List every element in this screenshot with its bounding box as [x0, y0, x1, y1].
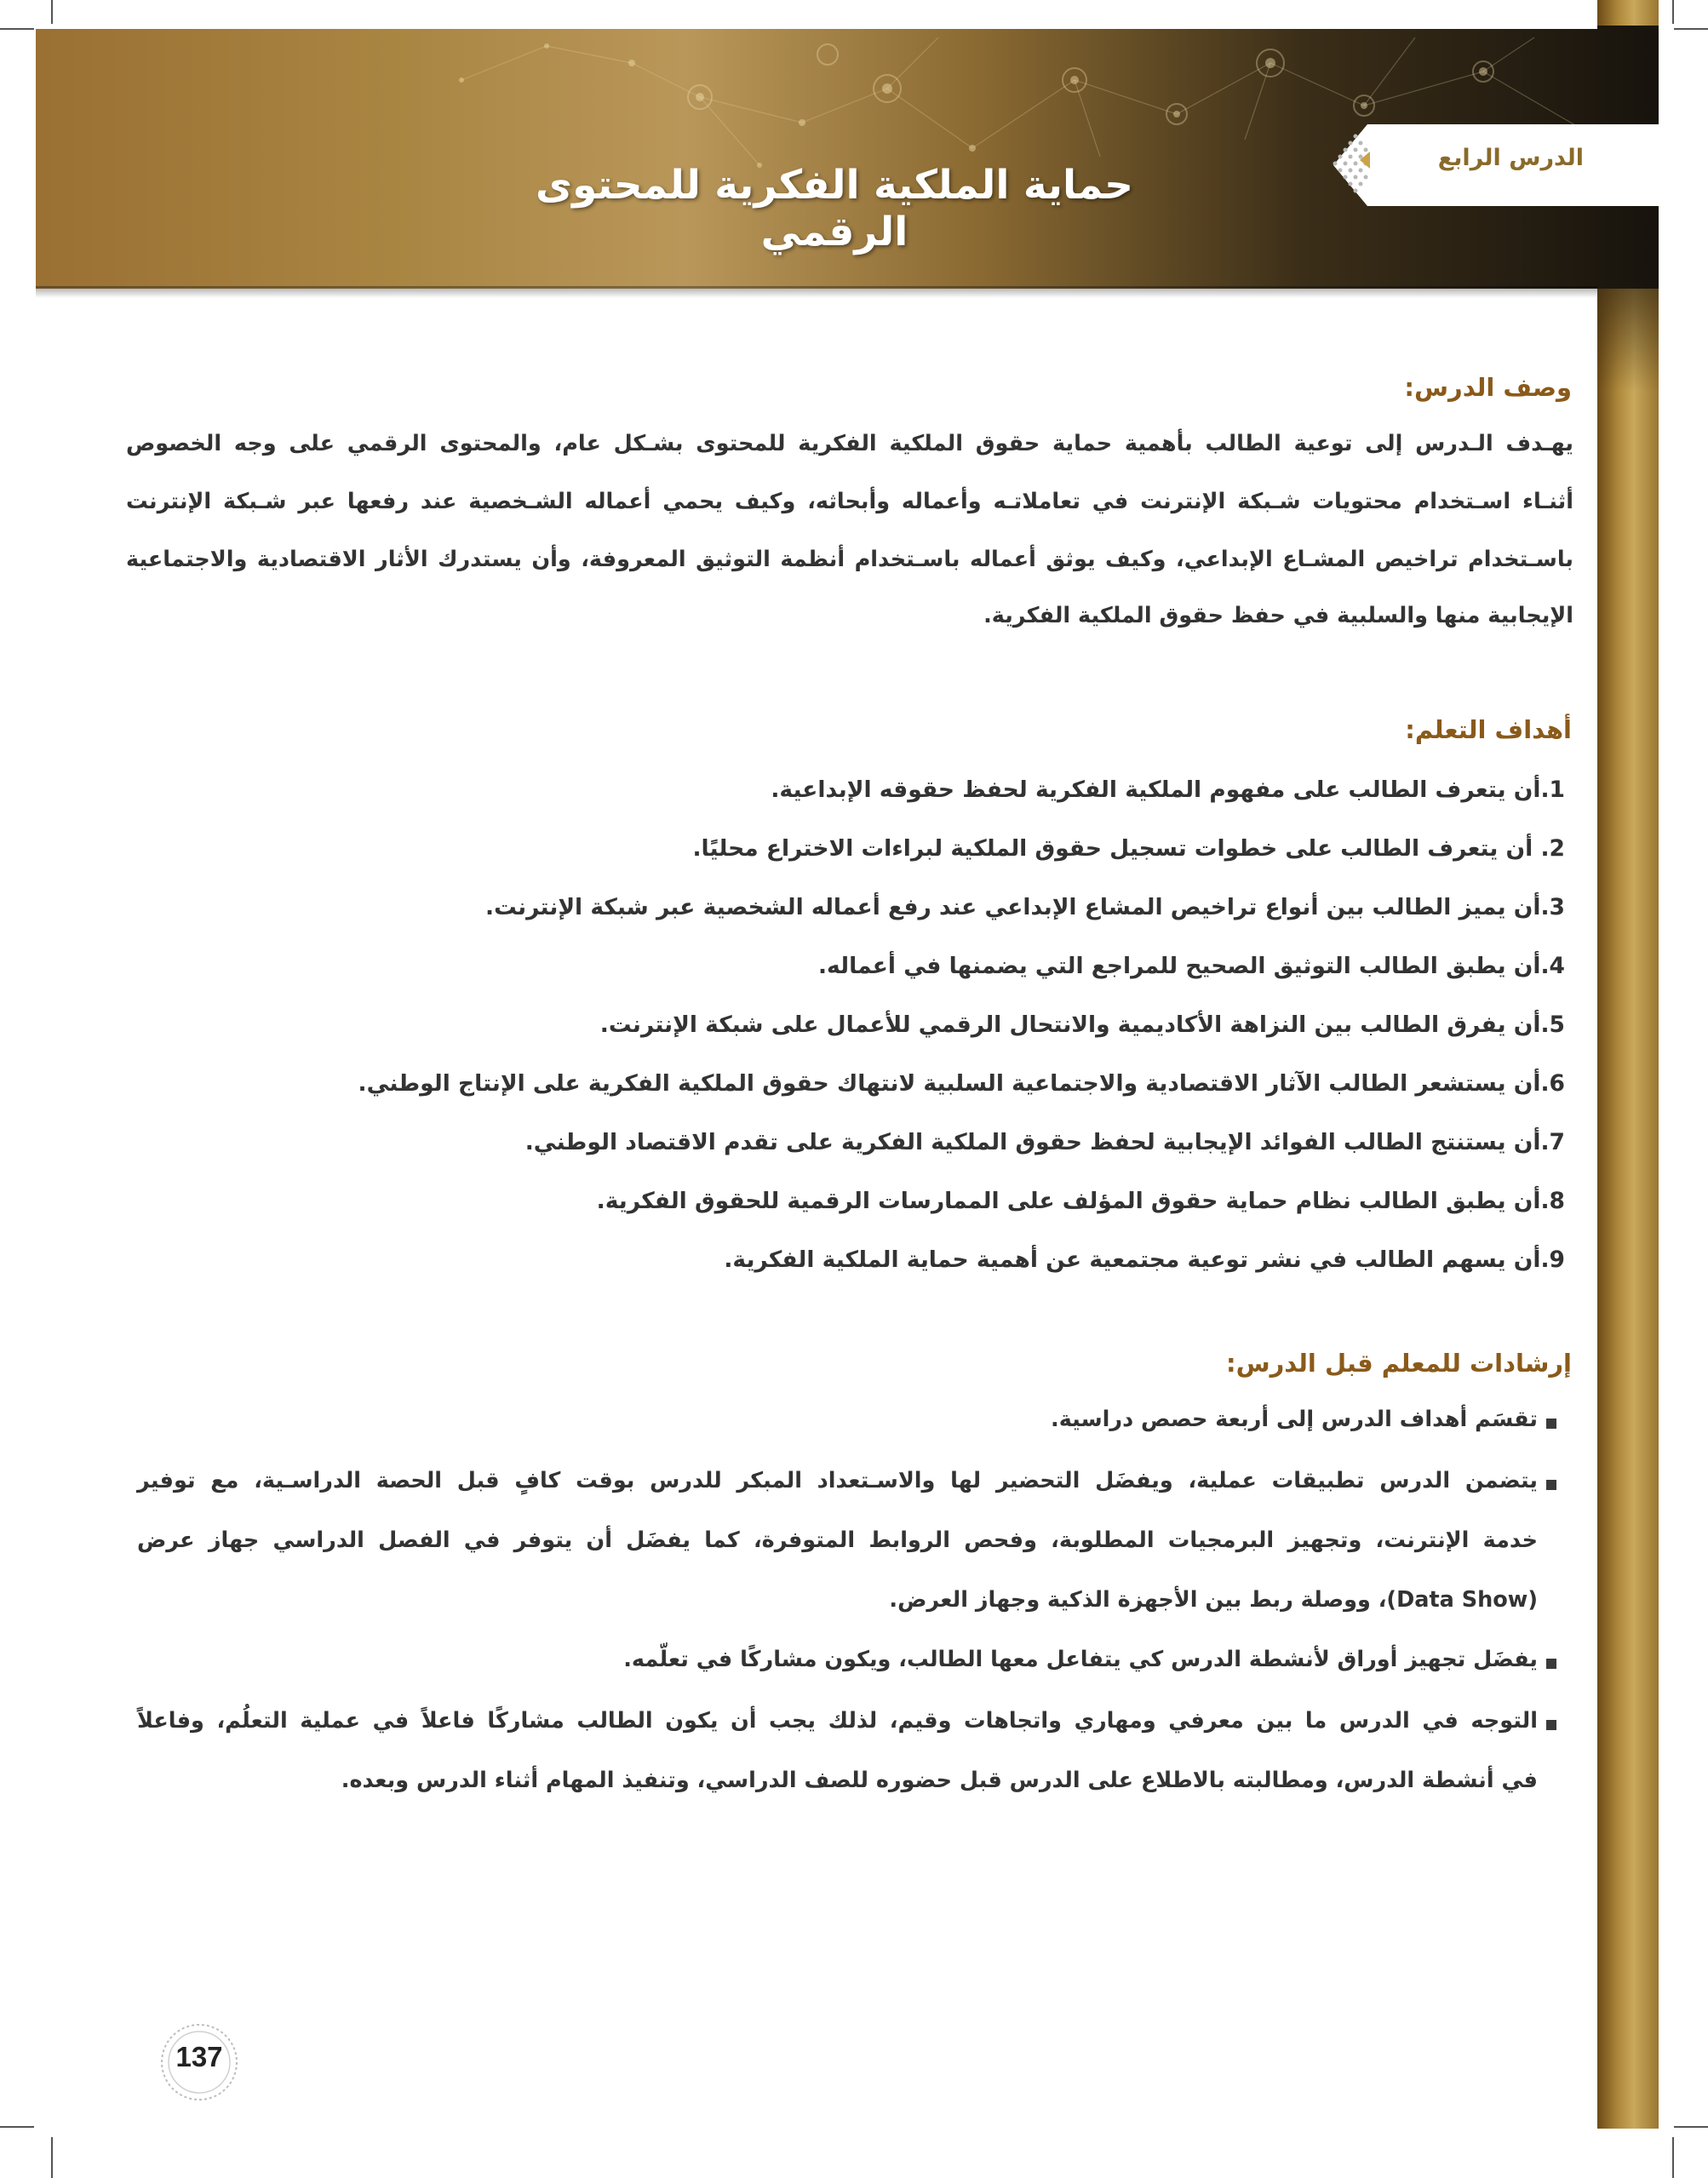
objective-item: 8.أن يطبق الطالب نظام حماية حقوق المؤلف على الممارسات الرقمية للحقوق الفكرية.	[596, 1188, 1565, 1214]
crop-mark	[1674, 2126, 1708, 2128]
crop-mark	[1672, 0, 1674, 24]
page-number: 137	[175, 2041, 223, 2072]
guidance-line: خدمة الإنترنت، وتجهيز البرمجيات المطلوبة، وفحص الروابط المتوفرة، كما يفضَل أن يتوفر في الفصل الدراسي جهاز عرض	[137, 1527, 1538, 1553]
guidance-line: في أنشطة الدرس، ومطالبته بالاطلاع على الدرس قبل حضوره للصف الدراسي، وتنفيذ المهام أثناء الدرس وبعده.	[341, 1768, 1538, 1793]
banner-shadow	[36, 286, 1597, 298]
crop-mark	[1674, 28, 1708, 30]
description-line: أثنـاء اسـتخدام محتويات شـبكة الإنترنت في تعاملاتـه وأعماله وأبحاثه، وكيف يحمي أعماله الشـخصية عند رفعها عبر شـبكة الإنترنت	[126, 489, 1573, 514]
guidance-heading: إرشادات للمعلم قبل الدرس:	[1225, 1349, 1572, 1378]
lesson-number-label: الدرس الرابع	[1437, 145, 1584, 171]
description-line: باسـتخدام تراخيص المشـاع الإبداعي، وكيف يوثق أعماله باسـتخدام أنظمة التوثيق المعروفة، وأن يستدرك الأثار الاقتصادية والاجتماعية	[126, 547, 1573, 572]
crop-mark	[1672, 2137, 1674, 2178]
crop-mark	[51, 2137, 53, 2178]
description-line: الإيجابية منها والسلبية في حفظ حقوق الملكية الفكرية.	[983, 603, 1573, 628]
square-bullet-icon	[1546, 1480, 1556, 1490]
crop-mark	[0, 2126, 34, 2128]
guidance-line: يتضمن الدرس تطبيقات عملية، ويفضَل التحضير لها والاسـتعداد المبكر للدرس بوقت كافٍ قبل الحصة الدراسـية، مع توفير	[137, 1468, 1538, 1493]
tab-arrow-icon	[1360, 152, 1370, 169]
guidance-line: يفضَل تجهيز أوراق لأنشطة الدرس كي يتفاعل معها الطالب، ويكون مشاركًا في تعلّمه.	[623, 1647, 1538, 1672]
guidance-line: التوجه في الدرس ما بين معرفي ومهاري واتجاهات وقيم، لذلك يجب أن يكون الطالب مشاركًا فاعلاً في عملية التعلُم، وفاعلاً	[137, 1708, 1538, 1734]
crop-mark	[51, 0, 53, 24]
description-line: يهـدف الـدرس إلى توعية الطالب بأهمية حماية حقوق الملكية الفكرية للمحتوى بشـكل عام، والمحتوى الرقمي على وجه الخصوص	[126, 431, 1573, 456]
square-bullet-icon	[1546, 1419, 1556, 1429]
objective-item: 1.أن يتعرف الطالب على مفهوم الملكية الفكرية لحفظ حقوقه الإبداعية.	[771, 777, 1565, 803]
objectives-heading: أهداف التعلم:	[1405, 715, 1572, 744]
square-bullet-icon	[1546, 1720, 1556, 1730]
objective-item: 6.أن يستشعر الطالب الآثار الاقتصادية والاجتماعية السلبية لانتهاك حقوق الملكية الفكرية على الإنتاج الوطني.	[358, 1070, 1565, 1097]
objective-item: 2. أن يتعرف الطالب على خطوات تسجيل حقوق الملكية لبراءات الاختراع محليًا.	[692, 835, 1565, 862]
objective-item: 7.أن يستنتج الطالب الفوائد الإيجابية لحفظ حقوق الملكية الفكرية على تقدم الاقتصاد الوطني.	[524, 1129, 1565, 1155]
objective-item: 9.أن يسهم الطالب في نشر توعية مجتمعية عن أهمية حماية الملكية الفكرية.	[724, 1247, 1565, 1273]
objective-item: 4.أن يطبق الطالب التوثيق الصحيح للمراجع التي يضمنها في أعماله.	[817, 953, 1565, 979]
square-bullet-icon	[1546, 1659, 1556, 1669]
lesson-title: حماية الملكية الفكرية للمحتوى الرقمي	[536, 162, 1133, 255]
description-heading: وصف الدرس:	[1404, 373, 1572, 402]
guidance-line: (Data Show)، ووصلة ربط بين الأجهزة الذكية وجهاز العرض.	[889, 1587, 1538, 1613]
guidance-line: تقسَم أهداف الدرس إلى أربعة حصص دراسية.	[1051, 1407, 1538, 1432]
objective-item: 3.أن يميز الطالب بين أنواع تراخيص المشاع الإبداعي عند رفع أعماله الشخصية عبر شبكة الإنترنت.	[485, 894, 1565, 920]
crop-mark	[0, 28, 34, 30]
objective-item: 5.أن يفرق الطالب بين النزاهة الأكاديمية والانتحال الرقمي للأعمال على شبكة الإنترنت.	[599, 1012, 1565, 1038]
